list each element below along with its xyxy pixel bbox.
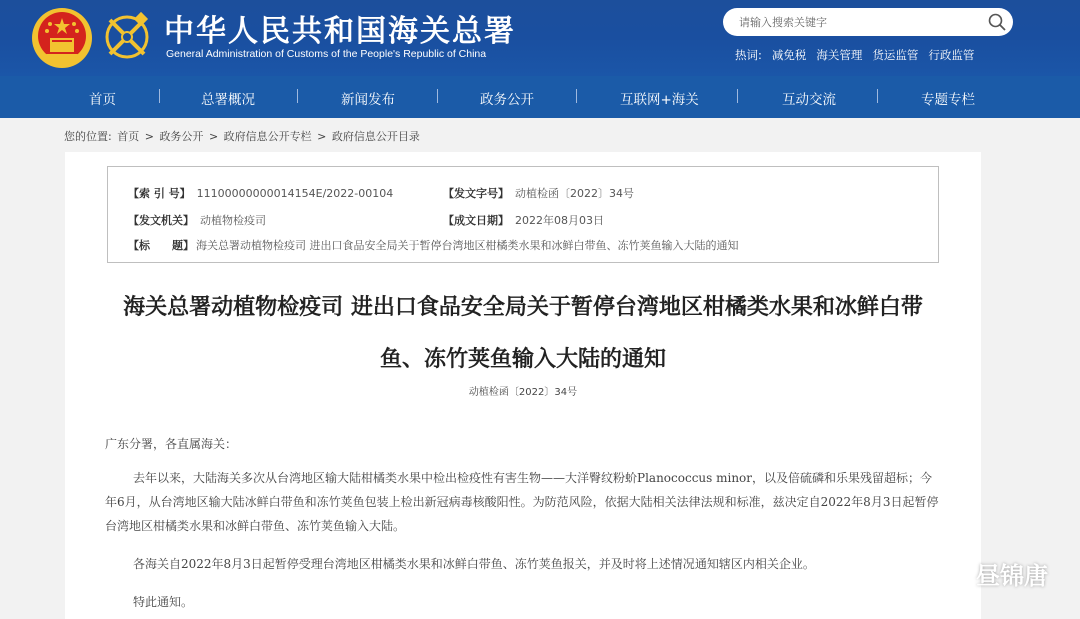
breadcrumb-label: 您的位置: [64, 130, 112, 143]
breadcrumb-link[interactable]: 政府信息公开目录 [331, 130, 420, 143]
breadcrumb-separator: > [317, 130, 327, 143]
wechat-icon [926, 557, 970, 591]
document-number: 动植检函〔2022〕34号 [468, 387, 578, 398]
nav-item-overview[interactable]: 总署概况 [201, 92, 255, 108]
document-paragraph: 各海关自2022年8月3日起暂停受理台湾地区柑橘类水果和冰鲜白带鱼、冻竹荚鱼报关，并及时将上述情况通知辖区内相关企业。 [133, 557, 815, 571]
nav-item-interaction[interactable]: 互动交流 [782, 92, 836, 108]
meta-index [128, 185, 393, 201]
document-title-line: 海关总署动植物检疫司 进出口食品安全局关于暂停台湾地区柑橘类水果和冰鲜白带 [123, 295, 923, 320]
nav-divider [437, 89, 438, 103]
search-box [723, 8, 1013, 36]
document-panel [65, 152, 981, 619]
document-salutation: 广东分署，各直属海关： [105, 437, 238, 451]
search-icon[interactable] [987, 12, 1007, 32]
breadcrumb-separator: > [144, 130, 154, 143]
meta-docno-value: 动植检函〔2022〕34号 [515, 187, 634, 200]
nav-item-public-affairs[interactable]: 政务公开 [480, 92, 534, 108]
breadcrumb-separator: > [208, 130, 219, 143]
meta-docno [443, 185, 634, 201]
hot-word-link[interactable]: 行政监管 [928, 48, 975, 62]
site-title: 中华人民共和国海关总署 [164, 14, 516, 49]
nav-item-special-topics[interactable]: 专题专栏 [921, 92, 975, 108]
hot-words [735, 47, 974, 63]
meta-date-value: 2022年08月03日 [515, 214, 604, 227]
hot-word-link[interactable]: 海关管理 [816, 48, 863, 62]
meta-title-value: 海关总署动植物检疫司 进出口食品安全局关于暂停台湾地区柑橘类水果和冰鲜白带鱼、冻竹荚鱼输入大陆的通知 [196, 239, 739, 252]
document-title-line: 鱼、冻竹荚鱼输入大陆的通知 [379, 347, 666, 372]
meta-title [128, 237, 739, 253]
meta-title-label: 【标 题】 [128, 239, 194, 252]
hot-words-label: 热词: [735, 48, 762, 62]
meta-docno-label: 【发文字号】 [443, 187, 509, 200]
site-subtitle: General Administration of Customs of the People's Republic of China [166, 48, 487, 60]
account-watermark [926, 556, 1048, 591]
site-header [0, 0, 1080, 76]
breadcrumb-link[interactable]: 首页 [117, 130, 140, 143]
hot-word-link[interactable]: 货运监管 [872, 48, 919, 62]
national-emblem-icon [30, 6, 94, 70]
meta-date [443, 212, 604, 228]
meta-issuer-label: 【发文机关】 [128, 214, 194, 227]
nav-divider [297, 89, 298, 103]
hot-word-link[interactable]: 减免税 [771, 48, 807, 62]
document-title [65, 282, 981, 386]
main-nav [0, 76, 1080, 118]
breadcrumb-link[interactable]: 政务公开 [159, 130, 204, 143]
nav-divider [737, 89, 738, 103]
document-meta-table [107, 166, 939, 263]
document-paragraph: 去年以来，大陆海关多次从台湾地区输大陆柑橘类水果中检出检疫性有害生物——大洋臀纹粉蚧Planococcus minor，以及倍硫磷和乐果残留超标；今年6月，从台湾地区输大陆冰鲜白带鱼和冻竹荚鱼包装上检出新冠病毒核酸阳性。为防范风险，依据大陆相关法律法规和标准，兹决定自2022年8月3日起暂停台湾地区柑橘类水果和冰鲜白带鱼、冻竹荚鱼输入大陆。 [105, 471, 939, 533]
breadcrumb-link[interactable]: 政府信息公开专栏 [223, 130, 312, 143]
meta-index-label: 【索 引 号】 [128, 187, 191, 200]
nav-item-internet-customs[interactable]: 互联网+海关 [620, 92, 699, 108]
nav-divider [159, 89, 160, 103]
meta-date-label: 【成文日期】 [443, 214, 509, 227]
meta-index-value: 11100000000014154E/2022-00104 [196, 187, 394, 200]
watermark-text: 昼锦唐 [976, 562, 1048, 590]
nav-item-news[interactable]: 新闻发布 [341, 92, 395, 108]
nav-divider [877, 89, 878, 103]
meta-issuer-value: 动植物检疫司 [200, 214, 266, 227]
breadcrumb [64, 128, 422, 144]
search-input[interactable] [739, 12, 979, 32]
meta-issuer [128, 212, 266, 228]
customs-logo-icon [100, 10, 154, 64]
nav-item-home[interactable]: 首页 [89, 92, 116, 108]
document-closing: 特此通知。 [133, 595, 194, 609]
nav-divider [576, 89, 577, 103]
